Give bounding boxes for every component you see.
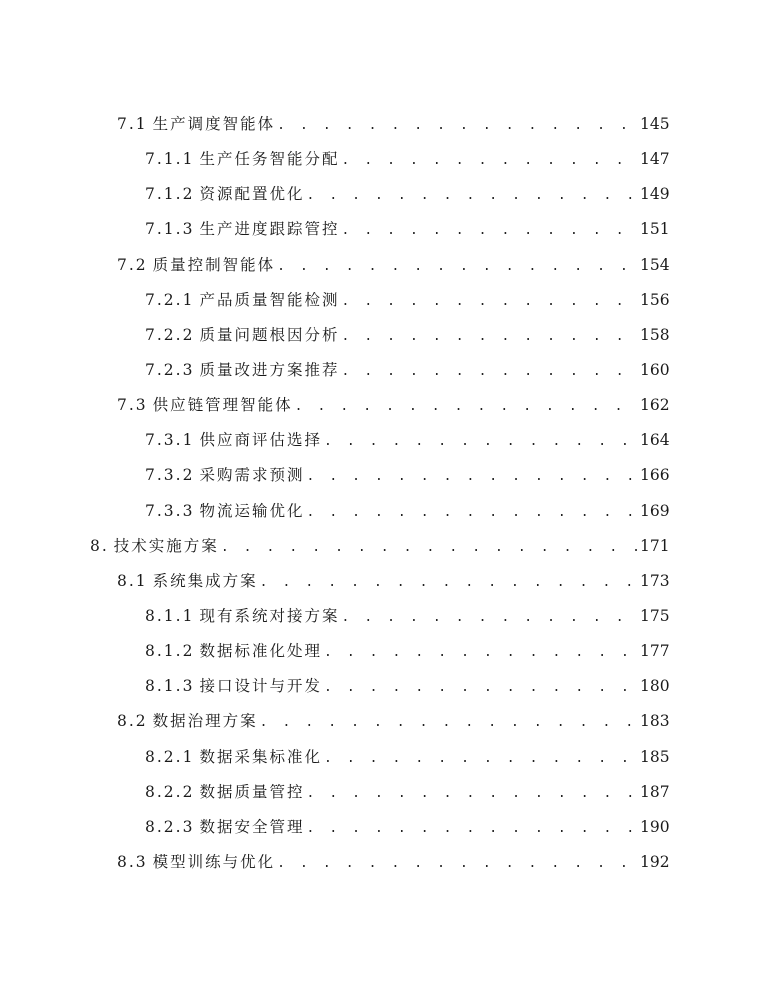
toc-entry-title: 资源配置优化 (199, 185, 305, 204)
toc-entry-title: 供应商评估选择 (199, 431, 322, 450)
toc-entry-page: 160 (640, 360, 670, 379)
toc-dot-leader (277, 108, 636, 143)
toc-dot-leader (324, 670, 636, 705)
toc-dot-leader (221, 530, 638, 565)
toc-dot-leader (306, 811, 636, 846)
toc-entry-number: 7.2.2 (145, 325, 195, 344)
toc-entry[interactable] (0, 634, 765, 669)
toc-dot-leader (306, 776, 636, 811)
toc-dot-leader (341, 213, 636, 248)
toc-entry[interactable] (0, 177, 765, 212)
toc-entry[interactable] (0, 107, 765, 142)
toc-entry-page: 183 (640, 712, 670, 731)
toc-entry-number: 7.2.3 (145, 360, 195, 379)
toc-entry-number: 7.1.1 (145, 150, 195, 169)
toc-entry-title: 生产调度智能体 (152, 115, 276, 133)
toc-entry-page: 162 (640, 396, 670, 415)
toc-entry-page: 154 (640, 255, 670, 274)
toc-entry-title: 模型训练与优化 (152, 852, 276, 871)
toc-entry-page: 177 (640, 642, 670, 661)
toc-dot-leader (324, 741, 636, 776)
toc-entry[interactable] (0, 458, 765, 493)
toc-entry-number: 8.2 (117, 712, 148, 731)
toc-entry-title: 接口设计与开发 (199, 677, 322, 696)
toc-entry-title: 生产进度跟踪管控 (199, 220, 340, 239)
toc-entry-page: 190 (640, 817, 670, 836)
toc-entry[interactable] (0, 423, 765, 458)
toc-dot-leader (306, 459, 636, 494)
toc-entry-title: 采购需求预测 (199, 466, 305, 485)
toc-entry-number: 8.3 (117, 852, 148, 871)
toc-entry-title: 生产任务智能分配 (199, 150, 340, 169)
toc-entry-page: 185 (640, 747, 670, 766)
toc-entry[interactable] (0, 388, 765, 423)
toc-entry[interactable] (0, 248, 765, 283)
toc-entry-title: 产品质量智能检测 (199, 290, 340, 309)
toc-entry-number: 7.2.1 (145, 290, 195, 309)
toc-entry-page: 180 (640, 677, 670, 696)
toc-entry-page: 173 (640, 571, 670, 590)
toc-entry[interactable] (0, 142, 765, 177)
toc-entry-title: 现有系统对接方案 (199, 606, 340, 625)
toc-dot-leader (277, 846, 636, 881)
toc-entry[interactable] (0, 494, 765, 529)
toc-entry-number: 8.1.3 (145, 677, 195, 696)
toc-entry-page: 187 (640, 782, 670, 801)
toc-entry-title: 质量控制智能体 (152, 255, 276, 274)
toc-entry-number: 7.1.2 (145, 185, 195, 204)
toc-dot-leader (324, 635, 636, 670)
toc-entry-title: 供应链管理智能体 (152, 396, 293, 415)
toc-entry-title: 质量改进方案推荐 (199, 360, 340, 379)
toc-dot-leader (306, 178, 636, 213)
toc-entry[interactable] (0, 810, 765, 845)
toc-entry[interactable] (0, 529, 765, 564)
toc-entry[interactable] (0, 599, 765, 634)
toc-entry[interactable] (0, 775, 765, 810)
toc-entry-number: 7.1.3 (145, 220, 195, 239)
toc-dot-leader (341, 600, 636, 635)
toc-entry-page: 175 (640, 606, 670, 625)
toc-entry-page: 149 (640, 185, 670, 204)
toc-dot-leader (260, 565, 636, 600)
toc-entry-number: 7.3.2 (145, 466, 195, 485)
toc-dot-leader (341, 143, 636, 178)
toc-entry-page: 171 (640, 536, 670, 555)
toc-entry-page: 145 (640, 115, 670, 133)
toc-entry-number: 8. (90, 536, 109, 555)
toc-entry-title: 数据标准化处理 (199, 642, 322, 661)
toc-entry-page: 158 (640, 325, 670, 344)
toc-entry-page: 147 (640, 150, 670, 169)
toc-dot-leader (295, 389, 636, 424)
toc-dot-leader (341, 284, 636, 319)
toc-entry-title: 数据采集标准化 (199, 747, 322, 766)
toc-entry[interactable] (0, 704, 765, 739)
toc-entry-number: 8.2.3 (145, 817, 195, 836)
toc-entry-number: 8.1 (117, 571, 148, 590)
table-of-contents (0, 107, 765, 880)
toc-entry-number: 7.3.3 (145, 501, 195, 520)
toc-entry[interactable] (0, 318, 765, 353)
toc-entry-title: 数据质量管控 (199, 782, 305, 801)
toc-entry-title: 质量问题根因分析 (199, 325, 340, 344)
toc-entry-number: 8.1.1 (145, 606, 195, 625)
toc-entry-page: 156 (640, 290, 670, 309)
toc-entry-number: 7.1 (117, 115, 148, 133)
toc-dot-leader (341, 354, 636, 389)
toc-entry[interactable] (0, 845, 765, 880)
toc-entry-number: 7.3 (117, 396, 148, 415)
toc-entry-page: 192 (640, 852, 670, 871)
toc-entry-title: 数据治理方案 (152, 712, 258, 731)
toc-entry-title: 系统集成方案 (152, 571, 258, 590)
toc-entry[interactable] (0, 740, 765, 775)
toc-dot-leader (306, 495, 636, 530)
toc-entry-page: 166 (640, 466, 670, 485)
toc-entry-page: 169 (640, 501, 670, 520)
toc-entry-title: 物流运输优化 (199, 501, 305, 520)
toc-entry-page: 164 (640, 431, 670, 450)
toc-entry-number: 7.3.1 (145, 431, 195, 450)
toc-dot-leader (341, 319, 636, 354)
toc-dot-leader (277, 249, 636, 284)
toc-entry[interactable] (0, 353, 765, 388)
toc-entry-page: 151 (640, 220, 670, 239)
toc-dot-leader (260, 705, 636, 740)
toc-entry-title: 数据安全管理 (199, 817, 305, 836)
toc-entry[interactable] (0, 212, 765, 247)
toc-entry-title: 技术实施方案 (113, 536, 219, 555)
toc-entry[interactable] (0, 669, 765, 704)
toc-dot-leader (324, 424, 636, 459)
toc-entry[interactable] (0, 564, 765, 599)
toc-entry-number: 8.2.2 (145, 782, 195, 801)
toc-entry-number: 8.1.2 (145, 642, 195, 661)
toc-entry-number: 7.2 (117, 255, 148, 274)
toc-entry[interactable] (0, 283, 765, 318)
toc-entry-number: 8.2.1 (145, 747, 195, 766)
